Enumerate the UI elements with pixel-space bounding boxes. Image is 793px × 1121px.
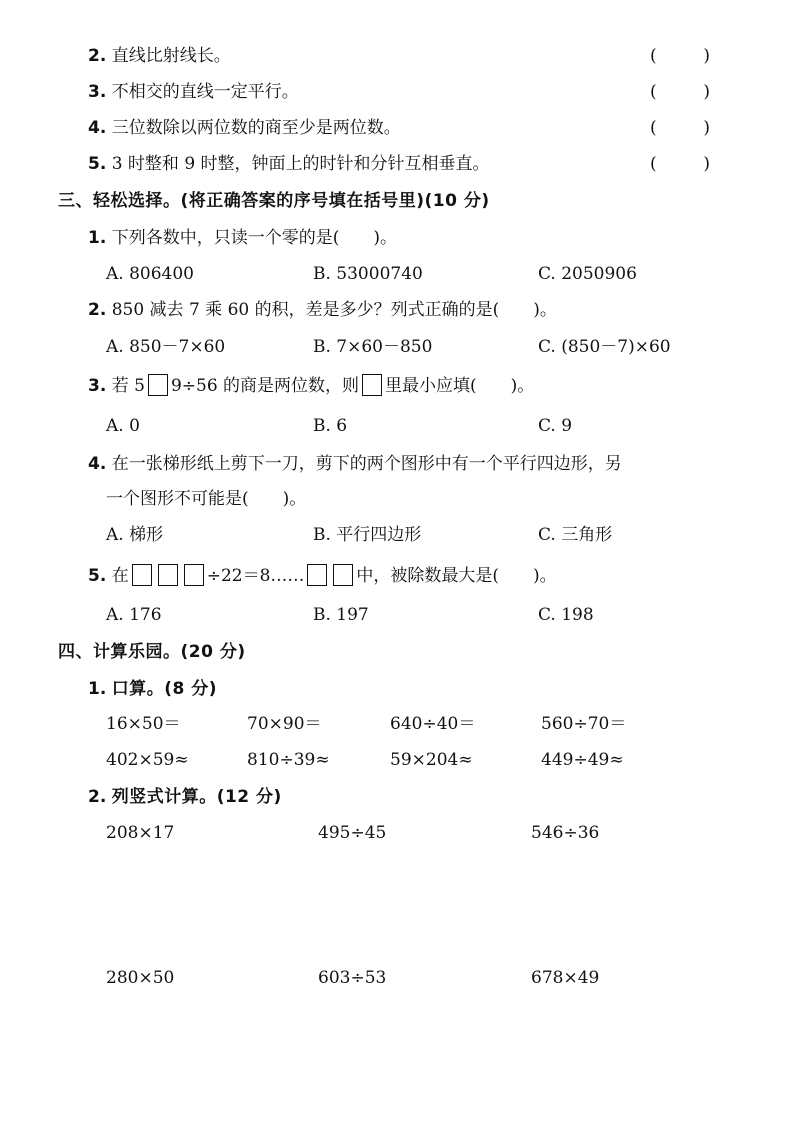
option-c[interactable]: C. 2050906 [538,264,637,284]
item-number: 3. [88,82,107,102]
section-title-choice: 三、轻松选择。(将正确答案的序号填在括号里)(10 分) [58,191,490,211]
answer-paren[interactable]: ( ) [650,154,710,174]
calc-part-1: 1. 口算。(8 分) [88,679,217,699]
oral-calc-item: 402×59≈ [106,750,189,770]
option-c[interactable]: C. (850－7)×60 [538,337,671,357]
vertical-calc-item: 495÷45 [318,823,387,843]
vertical-calc-item: 603÷53 [318,968,387,988]
vertical-calc-item: 678×49 [531,968,600,988]
choice-q5: 5. 在 ÷22＝8…… 中，被除数最大是( )。 [88,566,557,586]
oral-calc-item: 640÷40＝ [390,714,476,734]
option-b[interactable]: B. 7×60－850 [313,337,433,357]
item-number: 2. [88,46,107,66]
blank-box[interactable] [158,564,178,586]
item-number: 5. [88,154,107,174]
blank-box[interactable] [132,564,152,586]
option-c[interactable]: C. 198 [538,605,594,625]
blank-box[interactable] [362,374,382,396]
oral-calc-item: 560÷70＝ [541,714,627,734]
choice-q4: 4. 在一张梯形纸上剪下一刀，剪下的两个图形中有一个平行四边形，另 [88,454,622,474]
answer-paren[interactable]: ( ) [650,118,710,138]
oral-calc-item: 70×90＝ [247,714,322,734]
section-title-calc: 四、计算乐园。(20 分) [58,642,246,662]
oral-calc-item: 449÷49≈ [541,750,624,770]
option-c[interactable]: C. 9 [538,416,573,436]
item-text: 三位数除以两位数的商至少是两位数。 [111,118,401,138]
vertical-calc-item: 280×50 [106,968,175,988]
oral-calc-item: 16×50＝ [106,714,181,734]
answer-paren[interactable]: ( ) [650,46,710,66]
item-number: 4. [88,118,107,138]
oral-calc-item: 810÷39≈ [247,750,330,770]
blank-box[interactable] [333,564,353,586]
blank-box[interactable] [184,564,204,586]
choice-q1: 1. 下列各数中，只读一个零的是( )。 [88,228,397,248]
item-text: 3 时整和 9 时整，钟面上的时针和分针互相垂直。 [111,154,490,174]
choice-q3: 3. 若 5 9÷56 的商是两位数，则 里最小应填( )。 [88,376,535,396]
option-b[interactable]: B. 197 [313,605,369,625]
choice-q4-line2: 一个图形不可能是( )。 [106,489,307,509]
option-b[interactable]: B. 平行四边形 [313,525,422,545]
judge-item-2 [88,44,231,68]
option-c[interactable]: C. 三角形 [538,525,613,545]
item-text: 直线比射线长。 [111,46,231,66]
option-a[interactable]: A. 0 [106,416,140,436]
option-a[interactable]: A. 806400 [106,264,194,284]
judge-item-4 [88,116,401,140]
answer-paren[interactable]: ( ) [650,82,710,102]
vertical-calc-item: 208×17 [106,823,175,843]
blank-box[interactable] [307,564,327,586]
option-a[interactable]: A. 850－7×60 [106,337,226,357]
judge-item-3 [88,80,299,104]
item-text: 不相交的直线一定平行。 [111,82,299,102]
option-b[interactable]: B. 53000740 [313,264,423,284]
option-a[interactable]: A. 176 [106,605,162,625]
calc-part-2: 2. 列竖式计算。(12 分) [88,787,282,807]
blank-box[interactable] [148,374,168,396]
choice-q2: 2. 850 减去 7 乘 60 的积，差是多少？列式正确的是( )。 [88,300,557,320]
oral-calc-item: 59×204≈ [390,750,473,770]
judge-item-5 [88,152,490,176]
option-b[interactable]: B. 6 [313,416,348,436]
option-a[interactable]: A. 梯形 [106,525,164,545]
vertical-calc-item: 546÷36 [531,823,600,843]
